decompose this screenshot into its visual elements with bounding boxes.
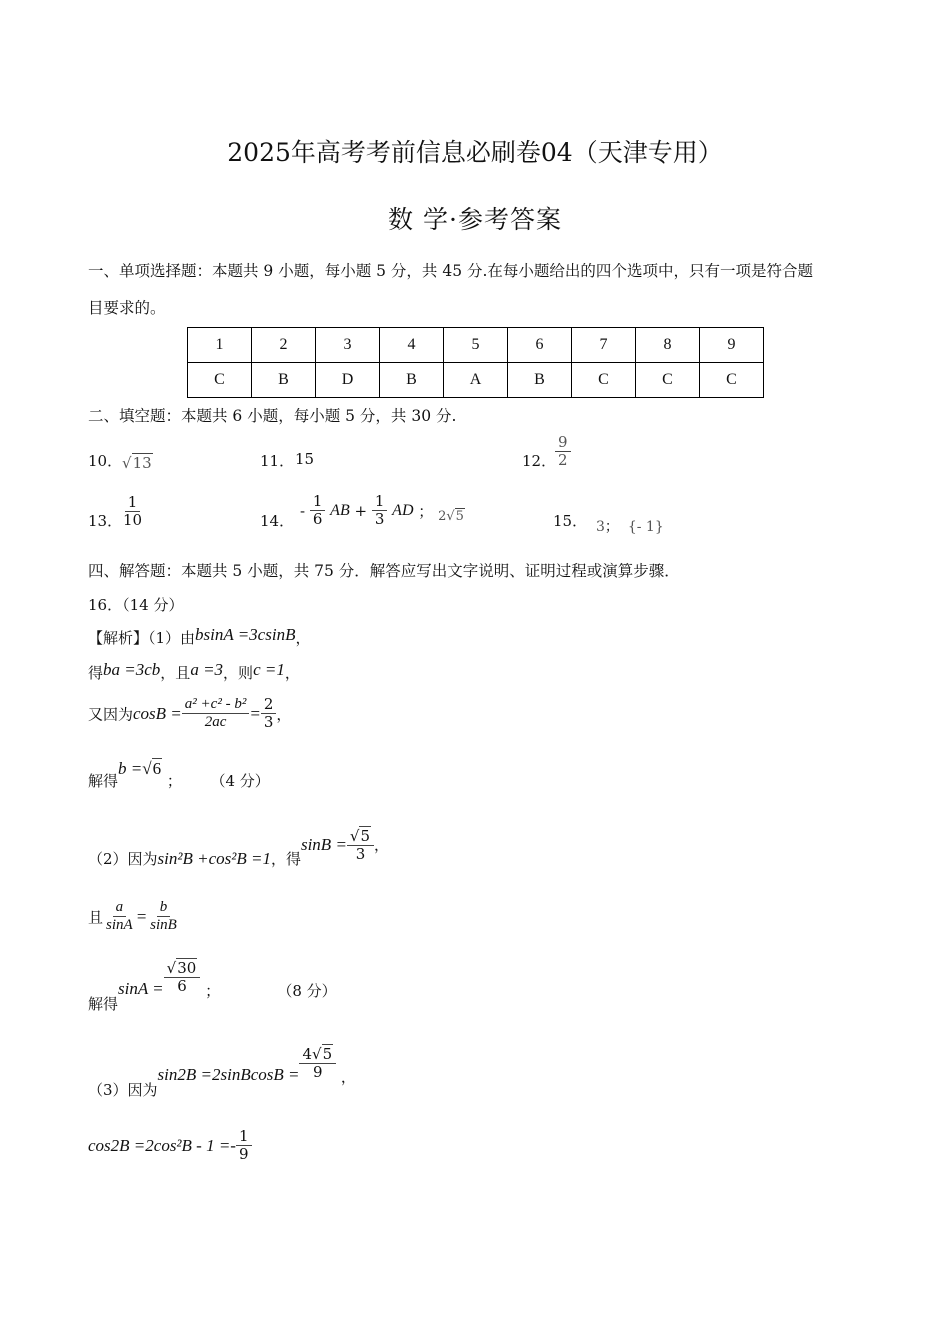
section2-heading: 二、填空题：本题共 6 小题，每小题 5 分，共 30 分. bbox=[88, 407, 457, 425]
table-cell: C bbox=[188, 363, 252, 398]
table-cell: C bbox=[572, 363, 636, 398]
table-cell: 8 bbox=[636, 328, 700, 363]
q15-value1: 3 bbox=[596, 519, 605, 535]
sinb-radicand: 5 bbox=[360, 827, 371, 845]
q14-coef2-num: 1 bbox=[372, 493, 388, 511]
table-cell: 4 bbox=[380, 328, 444, 363]
eq-sin2b: sin2B =2sinBcosB = bbox=[157, 1064, 300, 1084]
table-cell: 5 bbox=[444, 328, 508, 363]
q11-answer: 15 bbox=[295, 450, 315, 468]
q13-answer bbox=[120, 494, 145, 530]
q14-coef1-den: 6 bbox=[312, 510, 323, 529]
solve-b-line: 解得b =√6 ； （4 分） bbox=[88, 759, 270, 790]
solve-sina-line: 解得sinA = $\frac{√30}{6}$ ； （8 分） bbox=[88, 959, 337, 1013]
table-cell: 1 bbox=[188, 328, 252, 363]
sinb-denominator: 3 bbox=[355, 845, 366, 864]
table-cell: B bbox=[252, 363, 316, 398]
q14-second-answer: 2√5 bbox=[438, 509, 464, 525]
q13-numerator: 1 bbox=[125, 494, 141, 512]
analysis-line3: 又因为cosB = $\frac{\text{a² +c² - b²}}{2ac}$ = $\frac{2}{3}$ ， bbox=[88, 695, 292, 732]
law-of-sines-line: 且 $\frac{a}{\sin A}$ = $\frac{b}{\sin B}$ bbox=[88, 899, 177, 934]
eq-law-of-sines: bsinA =3csinB bbox=[195, 625, 296, 644]
eq-cosb-numerator: a² +c² - b² bbox=[182, 696, 250, 714]
answer-table bbox=[187, 327, 764, 398]
q13-label: 13． bbox=[88, 512, 123, 530]
q14-vector-ab: AB bbox=[330, 501, 350, 519]
q14-answer: - $\frac{1}{6}$ AB + $\frac{1}{3}$ AD ； 2√5 bbox=[300, 492, 464, 529]
q12-denominator: 2 bbox=[558, 451, 568, 470]
q12-numerator: 9 bbox=[555, 434, 571, 452]
score-4: （4 分） bbox=[210, 772, 270, 790]
q14-vector-ad: AD bbox=[392, 501, 414, 519]
table-cell: 9 bbox=[700, 328, 764, 363]
eq-c-1: c =1 bbox=[253, 660, 285, 679]
q11-label: 11． bbox=[260, 452, 295, 470]
q12-answer bbox=[555, 434, 571, 470]
table-cell: C bbox=[700, 363, 764, 398]
part3-line: （3）因为sin2B =2sinBcosB = $\frac{4√5}{9}$ ， bbox=[88, 1045, 356, 1099]
table-cell: B bbox=[380, 363, 444, 398]
eq-cosb-left: cosB = bbox=[133, 703, 182, 723]
page-subtitle: 数 学·参考答案 bbox=[388, 205, 562, 234]
sina-radicand: 30 bbox=[177, 959, 197, 977]
table-cell: D bbox=[316, 363, 380, 398]
eq-b-sqrt6: b =√6 bbox=[118, 759, 162, 778]
table-cell: 6 bbox=[508, 328, 572, 363]
q15-answer: 3； {- 1} bbox=[596, 519, 664, 535]
section1-heading-line2: 目要求的。 bbox=[88, 299, 166, 317]
q14-coef2-den: 3 bbox=[374, 510, 385, 529]
part2-line: （2）因为sin²B +cos²B =1，得sinB = $\frac{√5}{3}$ ， bbox=[88, 827, 390, 868]
q15-value2: {- 1} bbox=[627, 519, 664, 535]
eq-cosb-denominator: 2ac bbox=[204, 714, 227, 731]
analysis-tag: 【解析】（1）由 bbox=[88, 629, 196, 647]
score-8: （8 分） bbox=[277, 981, 337, 1000]
analysis-line2: 得ba =3cb，且a =3，则c =1， bbox=[88, 660, 300, 682]
table-cell: B bbox=[508, 363, 572, 398]
section4-heading: 四、解答题：本题共 5 小题，共 75 分．解答应写出文字说明、证明过程或演算步骤． bbox=[88, 562, 680, 580]
q14-label: 14． bbox=[260, 512, 295, 530]
q10-label: 10． bbox=[88, 452, 123, 470]
table-cell: 2 bbox=[252, 328, 316, 363]
cos2b-line: cos2B =2cos²B - 1 =- $\frac{1}{9}$ bbox=[88, 1128, 252, 1164]
q12-label: 12． bbox=[522, 452, 557, 470]
q10-answer: √13 bbox=[122, 454, 152, 472]
eq-pythag-trig: sin²B +cos²B =1 bbox=[157, 848, 271, 868]
eq-sinb-left: sinB = bbox=[300, 834, 347, 854]
answer-table-number-row bbox=[188, 328, 764, 363]
table-cell: C bbox=[636, 363, 700, 398]
analysis-line1: 【解析】（1）由bsinA =3csinB， bbox=[88, 625, 311, 647]
eq-a-3: a =3 bbox=[190, 660, 224, 679]
page-title: 2025年高考考前信息必刷卷04（天津专用） bbox=[227, 138, 723, 167]
eq-ba-3cb: ba =3cb bbox=[103, 660, 161, 679]
sina-denominator: 6 bbox=[177, 977, 187, 996]
table-cell: 3 bbox=[316, 328, 380, 363]
q13-denominator: 10 bbox=[123, 511, 143, 530]
table-cell: A bbox=[444, 363, 508, 398]
eq-cos2b: cos2B =2cos²B - 1 =- bbox=[88, 1135, 236, 1155]
section1-heading-line1: 一、单项选择题：本题共 9 小题，每小题 5 分，共 45 分.在每小题给出的四个选项中，只有一项是符合题 bbox=[88, 262, 813, 280]
q10-radicand: 13 bbox=[132, 454, 152, 472]
q16-label: 16．（14 分） bbox=[88, 596, 184, 614]
q15-label: 15． bbox=[553, 512, 588, 530]
q14-coef1-num: 1 bbox=[310, 493, 326, 511]
table-cell: 7 bbox=[572, 328, 636, 363]
eq-sina-left: sinA = bbox=[118, 978, 164, 998]
answer-table-answer-row bbox=[188, 363, 764, 398]
